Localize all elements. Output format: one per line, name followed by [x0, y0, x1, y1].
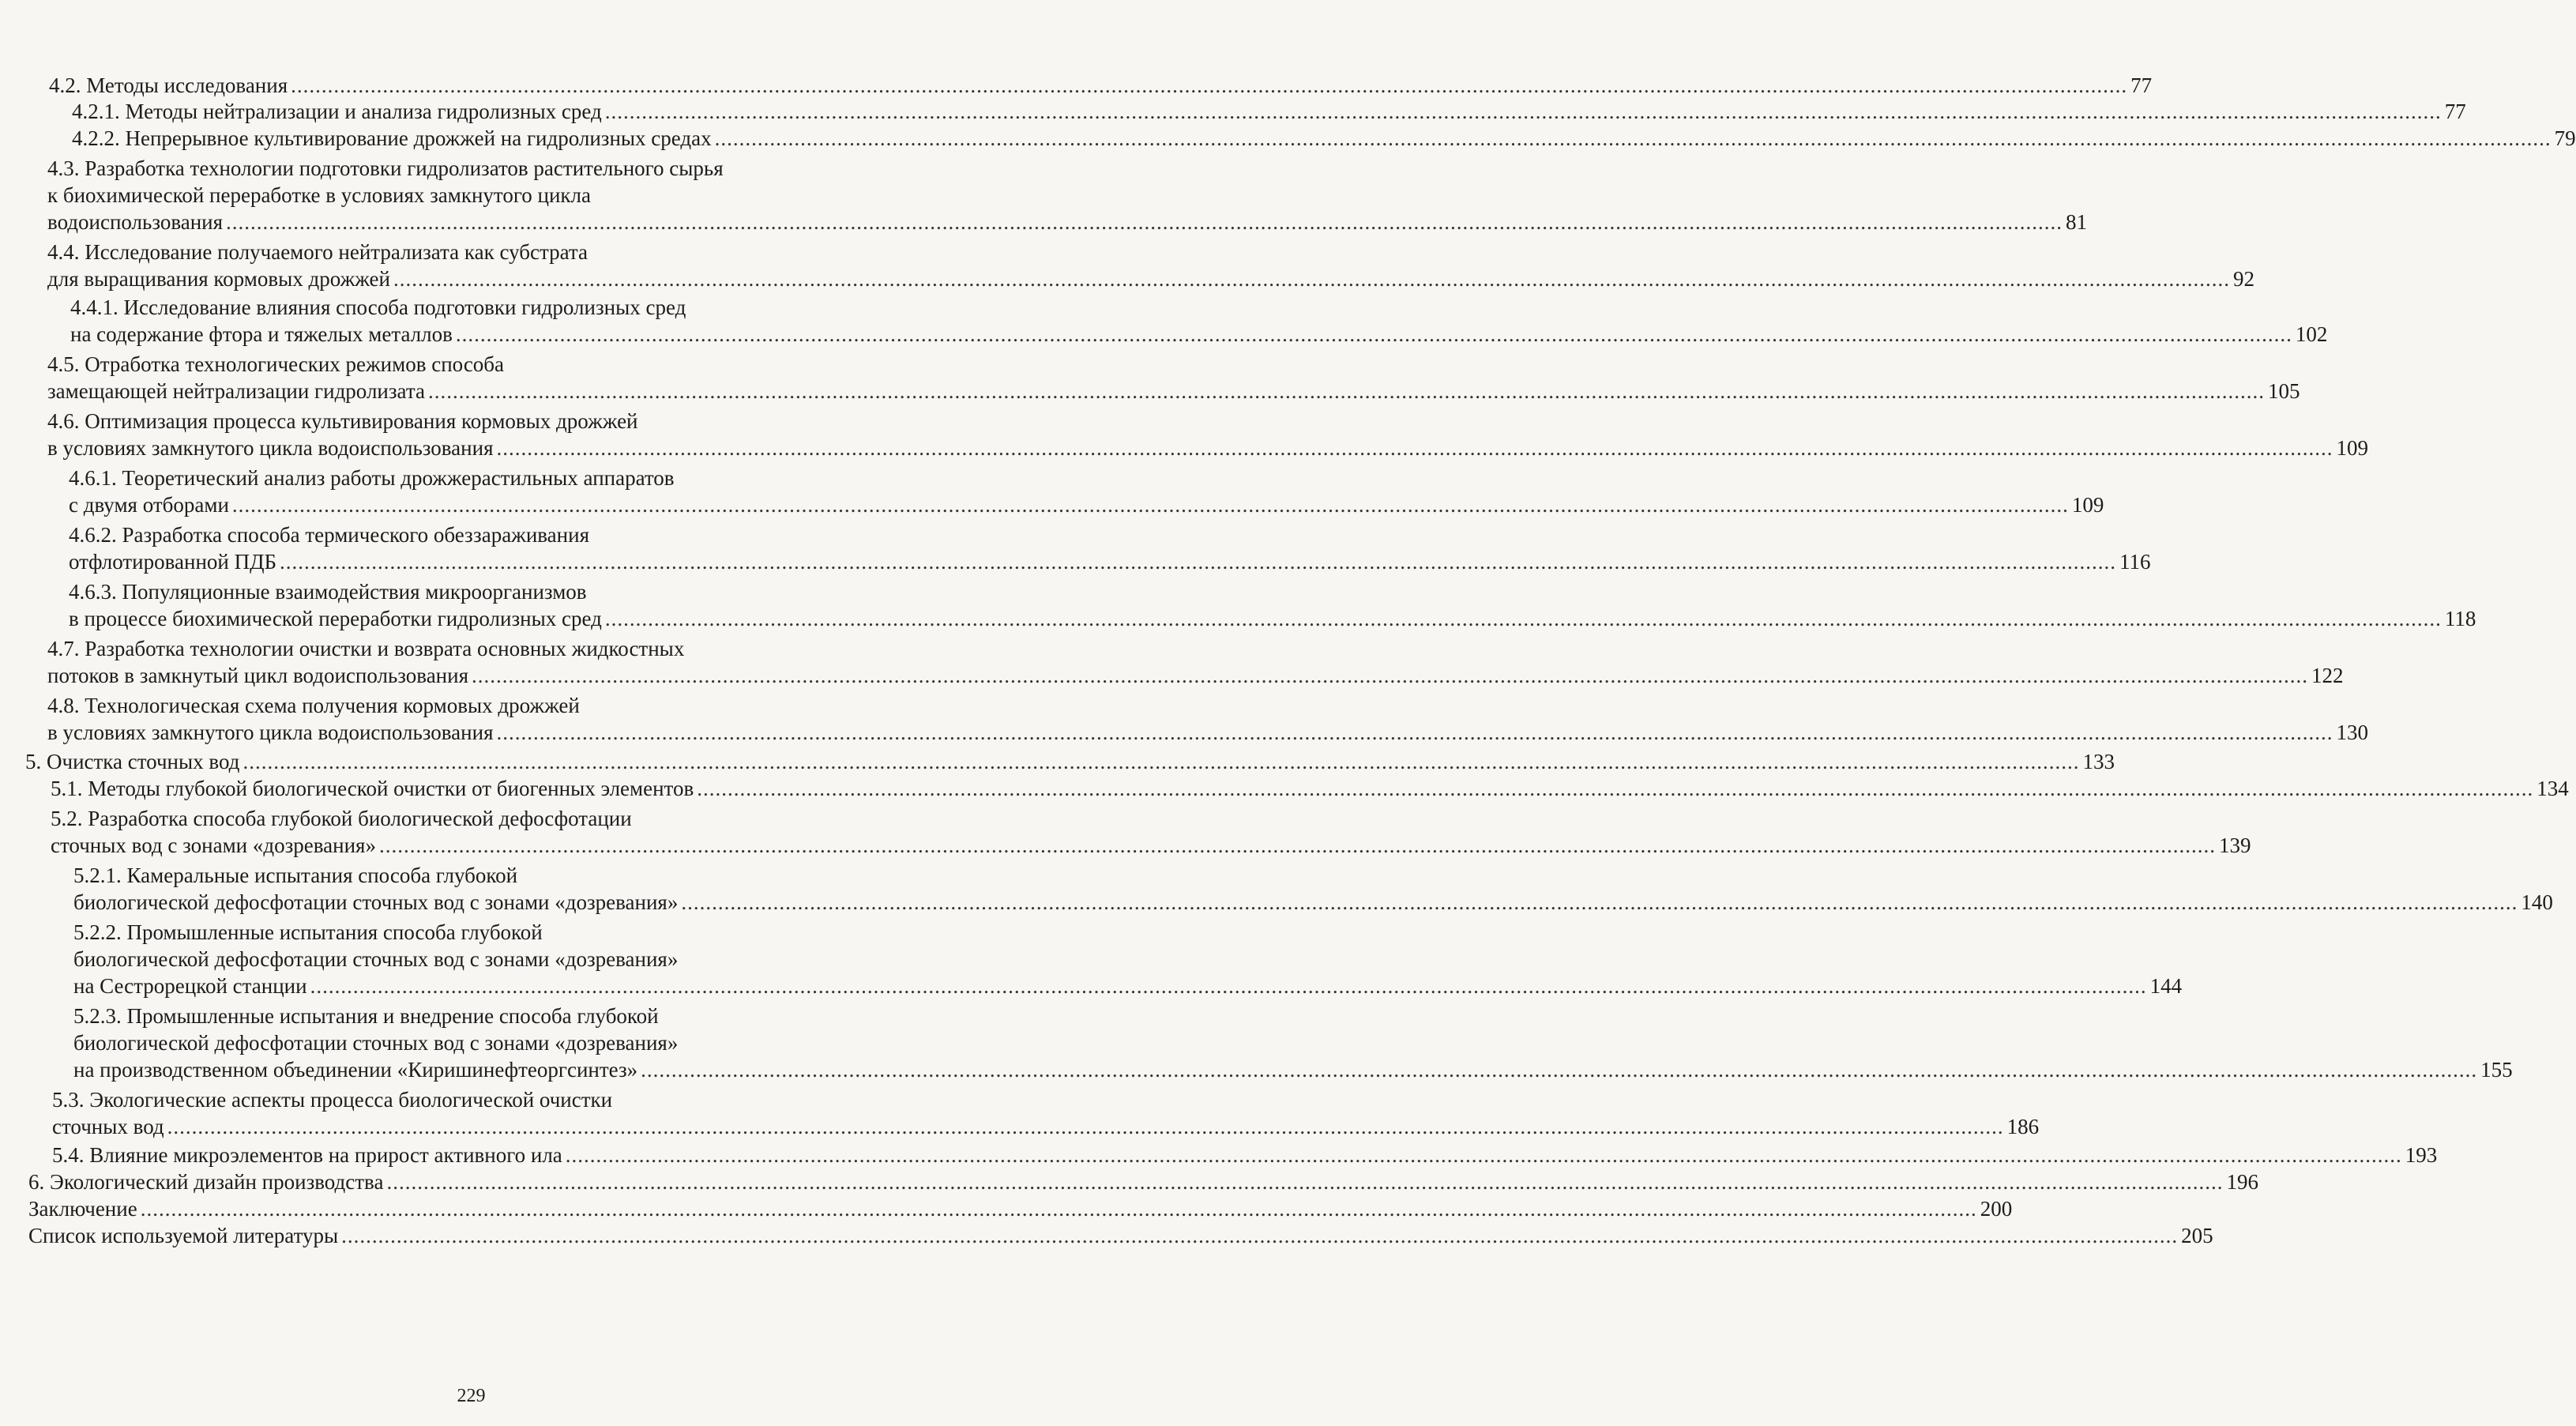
- toc-line: [28, 1168, 2258, 1196]
- toc-line: [49, 71, 2153, 100]
- toc-line: [69, 521, 589, 549]
- toc-entry-title: отфлотированной ПДБ: [69, 550, 277, 574]
- toc-page-number: 102: [2295, 322, 2328, 346]
- toc-line: [51, 804, 632, 833]
- toc-line: [69, 604, 2476, 633]
- dot-leader: ............................................................................................................................................................................................................................................................................................................: [455, 322, 2292, 346]
- toc-line: [51, 831, 2251, 860]
- toc-line: [47, 434, 2368, 462]
- toc-page-number: 133: [2082, 750, 2115, 773]
- toc-entry-title: замещающей нейтрализации гидролизата: [47, 379, 425, 403]
- toc-entry-title: биологической дефосфотации сточных вод с зонами «дозревания»: [73, 1031, 679, 1055]
- toc-entry-title: 5. Очистка сточных вод: [25, 750, 240, 773]
- dot-leader: ............................................................................................................................................................................................................................................................................................................: [472, 664, 2308, 687]
- toc-entry-title: сточных вод с зонами «дозревания»: [51, 833, 376, 857]
- toc-entry-title: Заключение: [28, 1197, 137, 1221]
- toc-entry-title: 6. Экологический дизайн производства: [28, 1170, 384, 1194]
- toc-entry-title: в условиях замкнутого цикла водоиспользования: [47, 436, 494, 460]
- toc-line: [69, 491, 2104, 519]
- toc-line: [47, 691, 580, 720]
- toc-entry-title: биологической дефосфотации сточных вод с зонами «дозревания»: [73, 890, 679, 914]
- toc-entry-title: 5.2.2. Промышленные испытания способа глубокой: [73, 920, 543, 944]
- dot-leader: ............................................................................................................................................................................................................................................................................................................: [167, 1115, 2004, 1138]
- toc-line: [52, 1112, 2040, 1141]
- toc-entry-title: на содержание фтора и тяжелых металлов: [70, 322, 453, 346]
- toc-entry-title: в условиях замкнутого цикла водоиспользования: [47, 721, 494, 744]
- toc-entry-title: биологической дефосфотации сточных вод с зонами «дозревания»: [73, 947, 679, 971]
- toc-page-number: 134: [2537, 777, 2569, 800]
- toc-entry-title: с двумя отборами: [69, 493, 229, 517]
- toc-page-number: 77: [2130, 73, 2153, 97]
- toc-entry-title: 5.4. Влияние микроэлементов на прирост активного ила: [52, 1143, 562, 1167]
- toc-line: [73, 888, 2553, 916]
- toc-line: [52, 1141, 2438, 1169]
- toc-line: [47, 238, 588, 266]
- toc-page-number: 109: [2336, 436, 2368, 460]
- toc-entry-title: 4.3. Разработка технологии подготовки гидролизатов растительного сырья: [47, 156, 724, 180]
- toc-page-number: 118: [2444, 607, 2476, 630]
- toc-entry-title: 4.2. Методы исследования: [49, 73, 288, 97]
- toc-line: [47, 181, 591, 209]
- dot-leader: ............................................................................................................................................................................................................................................................................................................: [386, 1170, 2224, 1194]
- toc-line: [73, 861, 517, 890]
- toc-line: [72, 124, 2576, 152]
- toc-line: [73, 1029, 678, 1057]
- toc-page-number: 186: [2006, 1115, 2040, 1138]
- toc-entry-title: 5.3. Экологические аспекты процесса биологической очистки: [52, 1088, 613, 1112]
- toc-line: [73, 972, 2183, 1000]
- toc-line: [73, 1002, 659, 1030]
- toc-page-number: 109: [2071, 493, 2104, 517]
- toc-entry-title: 4.6. Оптимизация процесса культивирования кормовых дрожжей: [47, 409, 638, 433]
- toc-line: [73, 918, 543, 946]
- toc-page-number: 139: [2218, 833, 2251, 857]
- dot-leader: ............................................................................................................................................................................................................................................................................................................: [231, 493, 2069, 517]
- toc-line: [73, 945, 678, 973]
- dot-leader: ............................................................................................................................................................................................................................................................................................................: [427, 379, 2265, 403]
- toc-line: [47, 407, 638, 435]
- toc-line: [51, 774, 2569, 803]
- dot-leader: ............................................................................................................................................................................................................................................................................................................: [140, 1197, 1977, 1221]
- toc-page-number: 130: [2336, 721, 2368, 744]
- dot-leader: ............................................................................................................................................................................................................................................................................................................: [243, 750, 2080, 773]
- toc-page-number: 92: [2232, 267, 2254, 291]
- toc-entry-title: Список используемой литературы: [28, 1224, 339, 1247]
- toc-page-number: 144: [2149, 974, 2183, 998]
- toc-entry-title: 4.4. Исследование получаемого нейтрализата как субстрата: [47, 240, 588, 264]
- toc-entry-title: водоиспользования: [47, 210, 224, 234]
- dot-leader: ............................................................................................................................................................................................................................................................................................................: [310, 974, 2147, 998]
- toc-line: [25, 747, 2115, 776]
- dot-leader: ............................................................................................................................................................................................................................................................................................................: [291, 73, 2128, 97]
- toc-page-number: 196: [2226, 1170, 2258, 1194]
- page-number: 229: [457, 1386, 486, 1406]
- toc-entry-title: 4.2.2. Непрерывное культивирование дрожжей на гидролизных средах: [72, 126, 712, 150]
- toc-line: [47, 350, 504, 378]
- toc-entry-title: для выращивания кормовых дрожжей: [47, 267, 390, 291]
- toc-page-number: 79: [2554, 126, 2576, 150]
- toc-line: [70, 320, 2328, 348]
- toc-line: [70, 293, 686, 322]
- dot-leader: ............................................................................................................................................................................................................................................................................................................: [341, 1224, 2179, 1247]
- toc-line: [69, 578, 587, 606]
- toc-entry-title: в процессе биохимической переработки гидролизных сред: [69, 607, 602, 630]
- toc-page-number: 205: [2181, 1224, 2213, 1247]
- dot-leader: ............................................................................................................................................................................................................................................................................................................: [604, 100, 2442, 123]
- toc-page-number: 122: [2311, 664, 2344, 687]
- toc-entry-title: 4.6.2. Разработка способа термического обеззараживания: [69, 523, 589, 547]
- toc-entry-title: на производственном объединении «Киришинефтеоргсинтез»: [73, 1058, 638, 1082]
- toc-page-number: 116: [2119, 550, 2151, 574]
- toc-line: [47, 634, 684, 663]
- dot-leader: ............................................................................................................................................................................................................................................................................................................: [565, 1143, 2402, 1167]
- dot-leader: ............................................................................................................................................................................................................................................................................................................: [393, 267, 2230, 291]
- toc-line: [73, 1055, 2513, 1084]
- toc-page-number: 200: [1980, 1197, 2013, 1221]
- toc-line: [69, 464, 675, 492]
- toc-entry-title: 4.2.1. Методы нейтрализации и анализа гидролизных сред: [72, 100, 602, 123]
- toc-line: [28, 1195, 2013, 1223]
- dot-leader: ............................................................................................................................................................................................................................................................................................................: [496, 721, 2333, 744]
- toc-line: [47, 208, 2088, 236]
- toc-entry-title: 5.1. Методы глубокой биологической очистки от биогенных элементов: [51, 777, 694, 800]
- toc-entry-title: 4.7. Разработка технологии очистки и возврата основных жидкостных: [47, 637, 685, 660]
- toc-page-number: 105: [2267, 379, 2300, 403]
- toc-entry-title: на Сестрорецкой станции: [73, 974, 307, 998]
- toc-line: [47, 265, 2254, 293]
- dot-leader: ............................................................................................................................................................................................................................................................................................................: [697, 777, 2534, 800]
- toc-entry-title: 4.4.1. Исследование влияния способа подготовки гидролизных сред: [70, 295, 686, 319]
- dot-leader: ............................................................................................................................................................................................................................................................................................................: [681, 890, 2518, 914]
- dot-leader: ............................................................................................................................................................................................................................................................................................................: [604, 607, 2442, 630]
- toc-entry-title: 4.6.3. Популяционные взаимодействия микроорганизмов: [69, 580, 587, 604]
- toc-entry-title: сточных вод: [52, 1115, 164, 1138]
- toc-line: [47, 661, 2344, 690]
- toc-entry-title: 5.2. Разработка способа глубокой биологической дефосфотации: [51, 807, 632, 830]
- toc-entry-title: 5.2.3. Промышленные испытания и внедрение способа глубокой: [73, 1004, 659, 1028]
- toc-entry-title: 4.6.1. Теоретический анализ работы дрожжерастильных аппаратов: [69, 466, 675, 490]
- toc-line: [28, 1221, 2213, 1250]
- toc-entry-title: потоков в замкнутый цикл водоиспользования: [47, 664, 468, 687]
- toc-page-number: 155: [2480, 1058, 2513, 1082]
- toc-entry-title: 4.8. Технологическая схема получения кормовых дрожжей: [47, 694, 580, 717]
- dot-leader: ............................................................................................................................................................................................................................................................................................................: [641, 1058, 2478, 1082]
- toc-line: [72, 97, 2466, 126]
- toc-page-number: 77: [2444, 100, 2466, 123]
- toc-line: [47, 154, 724, 182]
- toc-line: [52, 1085, 612, 1114]
- dot-leader: ............................................................................................................................................................................................................................................................................................................: [378, 833, 2216, 857]
- toc-page-number: 81: [2066, 210, 2088, 234]
- toc-page-number: 193: [2405, 1143, 2438, 1167]
- dot-leader: ............................................................................................................................................................................................................................................................................................................: [496, 436, 2333, 460]
- toc-page-number: 140: [2521, 890, 2553, 914]
- toc-entry-title: к биохимической переработке в условиях замкнутого цикла: [47, 183, 591, 207]
- dot-leader: ............................................................................................................................................................................................................................................................................................................: [714, 126, 2552, 150]
- toc-entry-title: 4.5. Отработка технологических режимов способа: [47, 352, 505, 376]
- toc-line: [47, 718, 2368, 747]
- dot-leader: ............................................................................................................................................................................................................................................................................................................: [280, 550, 2117, 574]
- dot-leader: ............................................................................................................................................................................................................................................................................................................: [226, 210, 2063, 234]
- toc-entry-title: 5.2.1. Камеральные испытания способа глубокой: [73, 864, 518, 887]
- toc-line: [47, 377, 2300, 405]
- toc-line: [69, 547, 2151, 576]
